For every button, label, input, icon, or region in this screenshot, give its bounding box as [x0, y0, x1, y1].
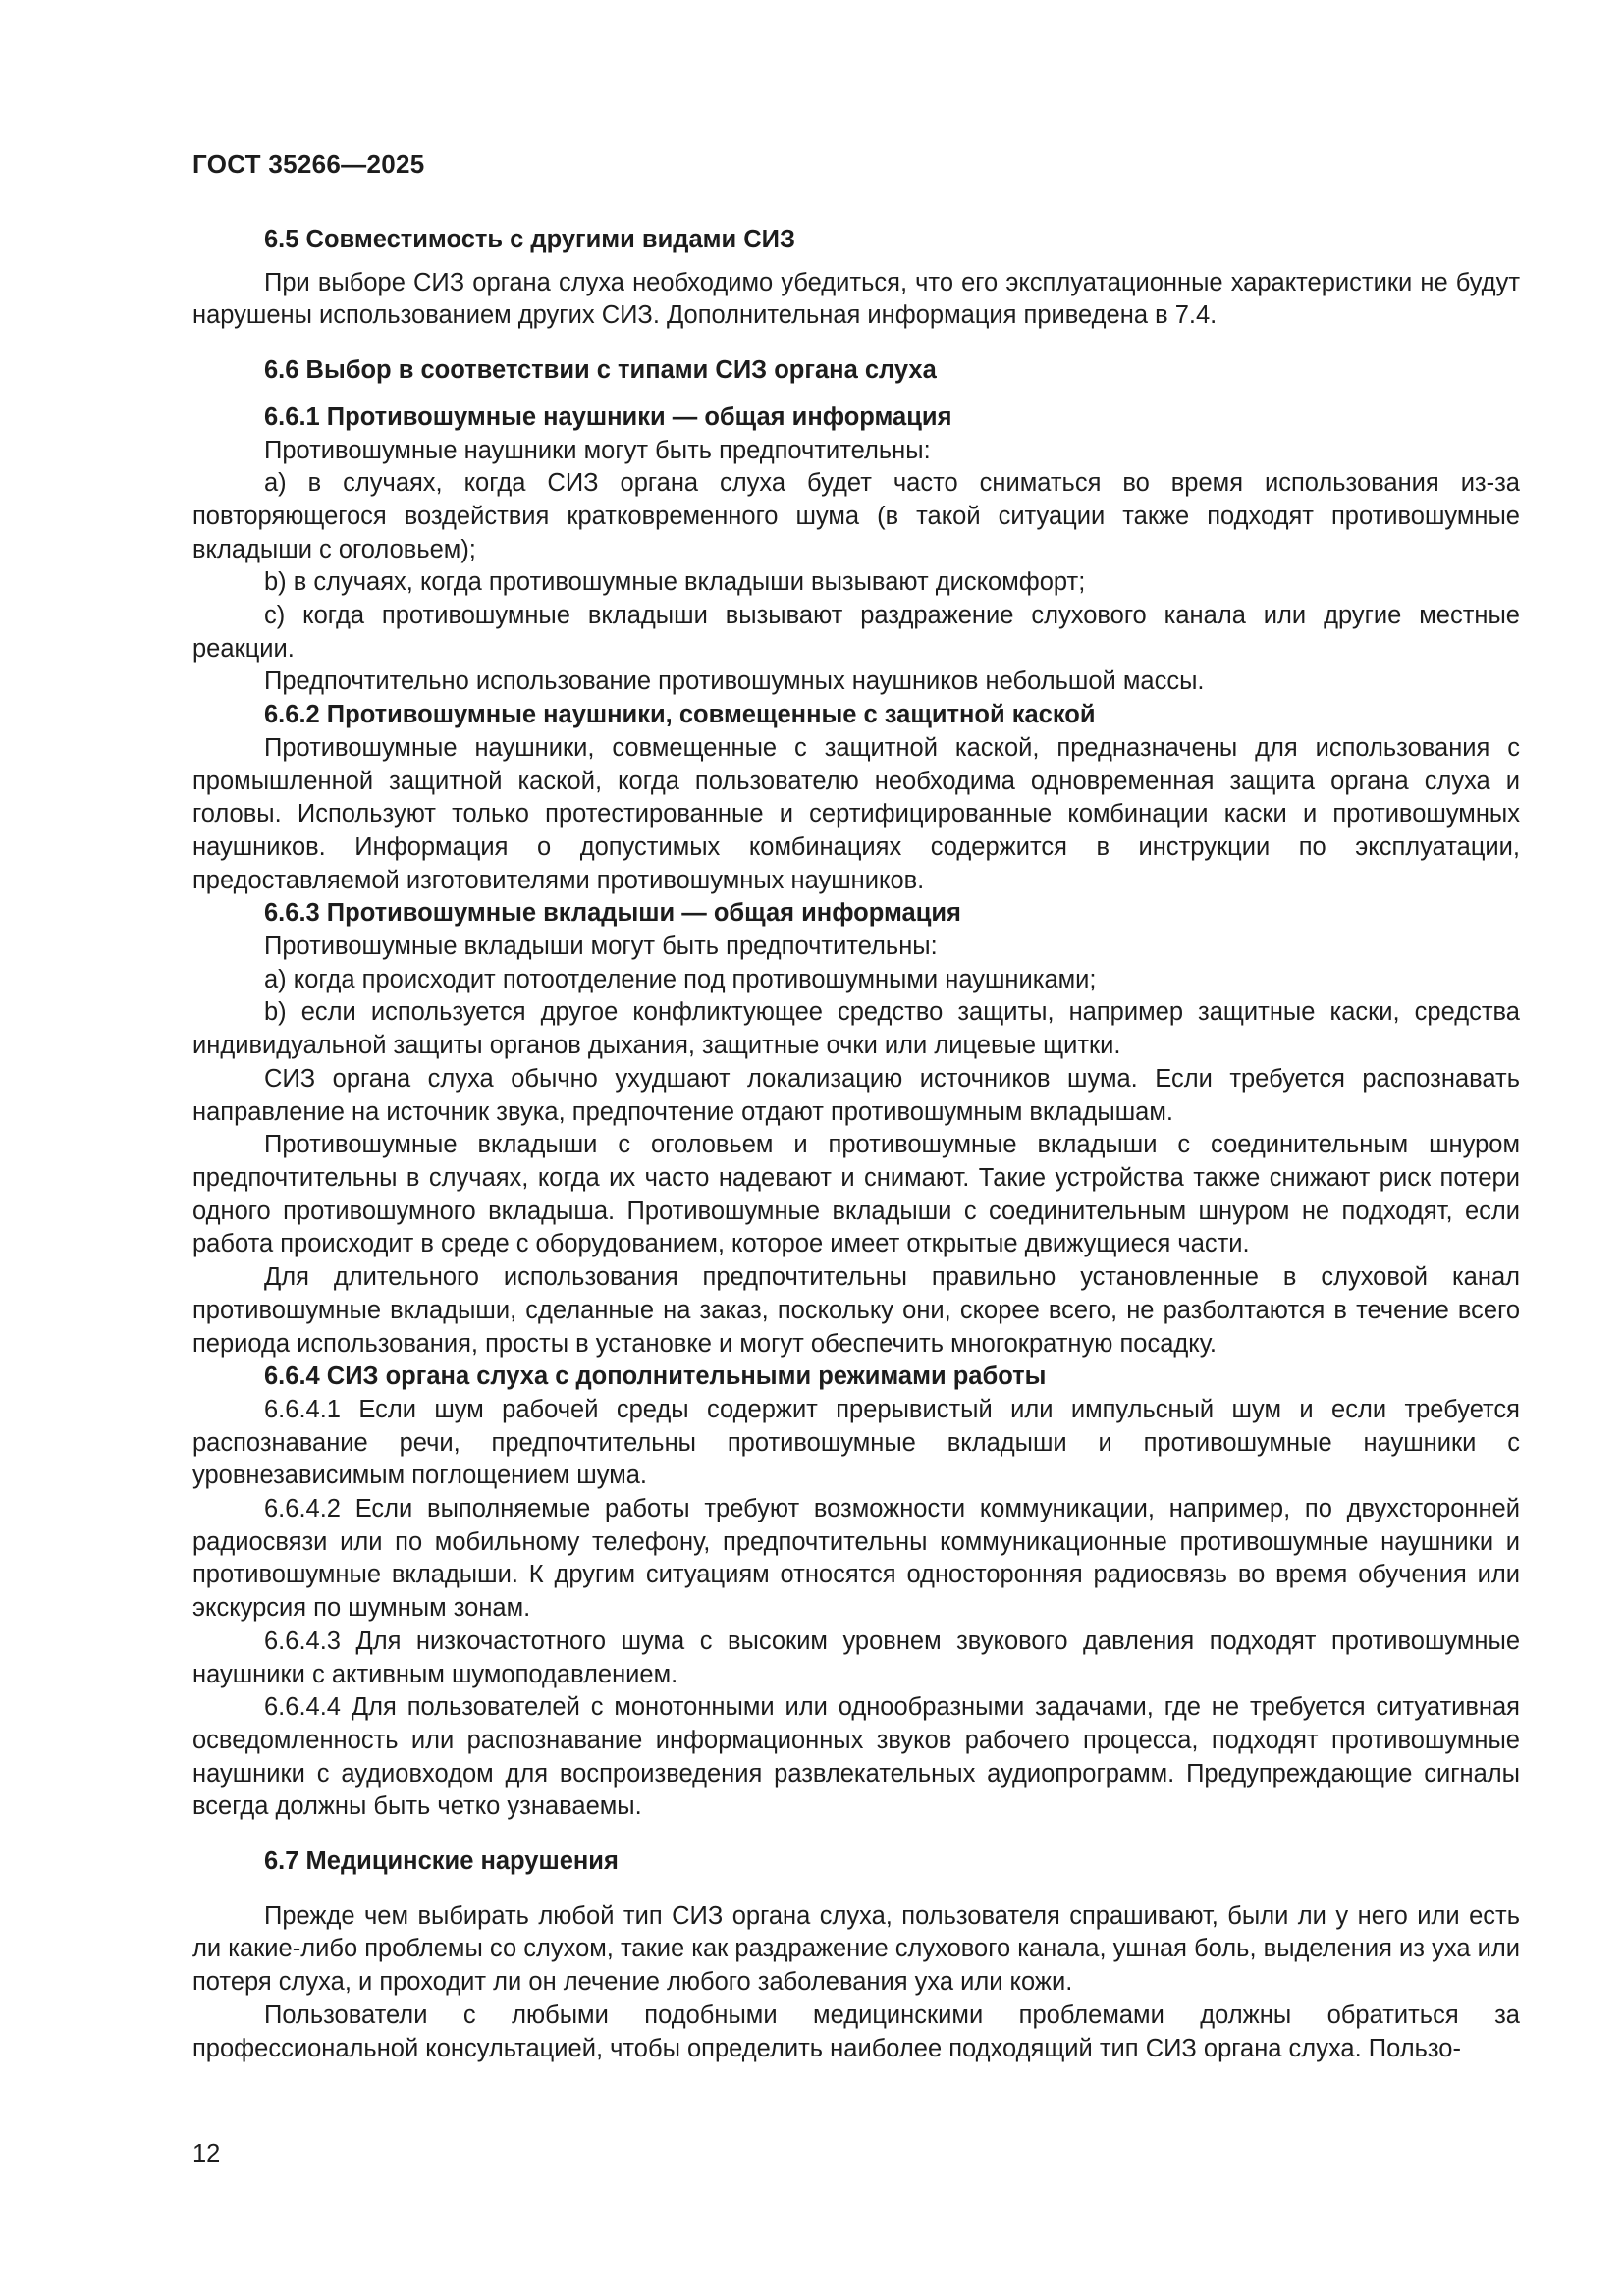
paragraph: Для длительного использования предпочтительны правильно установленные в слуховой канал противошумные вкладыши, сделанные на заказ, поскольку они, скорее всего, не разболтаются в течение всего периода использования, просты в установке и могут обеспечить многократную посадку.	[192, 1263, 1520, 1358]
paragraph: Предпочтительно использование противошумных наушников небольшой массы.	[264, 667, 1205, 696]
document-header: ГОСТ 35266—2025	[192, 149, 425, 179]
list-item: c) когда противошумные вкладыши вызывают раздражение слухового канала или другие местные реакции.	[192, 602, 1520, 663]
section-6-6-3-title: 6.6.3 Противошумные вкладыши — общая информация	[264, 899, 961, 928]
list-item: b) в случаях, когда противошумные вкладыши вызывают дискомфорт;	[264, 568, 1086, 597]
section-6-6-title: 6.6 Выбор в соответствии с типами СИЗ органа слуха	[264, 356, 937, 385]
paragraph: Противошумные вкладыши с оголовьем и противошумные вкладыши с соединительным шнуром предпочтительны в случаях, когда их часто надевают и снимают. Такие устройства также снижают риск потери одного противошумного вкладыша. Противошумные вкладыши с соединительным шнуром не подходят, если работа происходит в среде с оборудованием, которое имеет открытые движущиеся части.	[192, 1131, 1520, 1258]
list-item: b) если используется другое конфликтующее средство защиты, например защитные каски, средства индивидуальной защиты органов дыхания, защитные очки или лицевые щитки.	[192, 998, 1520, 1060]
section-6-5-title: 6.5 Совместимость с другими видами СИЗ	[264, 226, 795, 253]
paragraph: Прежде чем выбирать любой тип СИЗ органа слуха, пользователя спрашивают, были ли у него или есть ли какие-либо проблемы со слухом, такие как раздражение слухового канала, ушная боль, выделения из уха или потеря слуха, и проходит ли он лечение любого заболевания уха или кожи.	[192, 1901, 1520, 1997]
paragraph: 6.6.4.1 Если шум рабочей среды содержит прерывистый или импульсный шум и если требуется распознавание речи, предпочтительны противошумные вкладыши и противошумные наушники с уровнезависимым поглощением шума.	[192, 1395, 1520, 1490]
page-number: 12	[192, 2140, 221, 2167]
section-6-7-title: 6.7 Медицинские нарушения	[264, 1847, 619, 1876]
list-item: а) в случаях, когда СИЗ органа слуха будет часто сниматься во время использования из-за повторяющегося воздействия кратковременного шума (в такой ситуации также подходят противошумные вкладыши с оголовьем);	[192, 469, 1520, 563]
section-6-6-2-title: 6.6.2 Противошумные наушники, совмещенные с защитной каской	[264, 701, 1096, 729]
paragraph: Противошумные наушники могут быть предпочтительны:	[264, 436, 931, 464]
section-6-6-4-title: 6.6.4 СИЗ органа слуха с дополнительными режимами работы	[264, 1362, 1047, 1391]
paragraph: При выборе СИЗ органа слуха необходимо убедиться, что его эксплуатационные характеристики не будут нарушены использованием других СИЗ. Дополнительная информация приведена в 7.4.	[192, 268, 1520, 330]
paragraph: Противошумные наушники, совмещенные с защитной каской, предназначены для использования с промышленной защитной каской, когда пользователю необходима одновременная защита органа слуха и головы. Используют только протестированные и сертифицированные комбинации каски и противошумных наушников. Информация о допустимых комбинациях содержится в инструкции по эксплуатации, предоставляемой изготовителями противошумных наушников.	[192, 733, 1520, 894]
paragraph: 6.6.4.3 Для низкочастотного шума с высоким уровнем звукового давления подходят противошумные наушники с активным шумоподавлением.	[192, 1627, 1520, 1688]
paragraph: Противошумные вкладыши могут быть предпочтительны:	[264, 933, 938, 961]
list-item: а) когда происходит потоотделение под противошумными наушниками;	[264, 965, 1097, 993]
paragraph: 6.6.4.4 Для пользователей с монотонными или однообразными задачами, где не требуется ситуативная осведомленность или распознавание информационных звуков рабочего процесса, подходят противошумные наушники с аудиовходом для воспроизведения развлекательных аудиопрограмм. Предупреждающие сигналы всегда должны быть четко узнаваемы.	[192, 1693, 1520, 1821]
paragraph: Пользователи с любыми подобными медицинскими проблемами должны обратиться за профессиональной консультацией, чтобы определить наиболее подходящий тип СИЗ органа слуха. Пользо-	[192, 2001, 1520, 2062]
document-body	[192, 224, 1520, 2065]
section-6-6-1-title: 6.6.1 Противошумные наушники — общая информация	[264, 402, 952, 431]
paragraph: СИЗ органа слуха обычно ухудшают локализацию источников шума. Если требуется распознавать направление на источник звука, предпочтение отдают противошумным вкладышам.	[192, 1064, 1520, 1126]
paragraph: 6.6.4.2 Если выполняемые работы требуют возможности коммуникации, например, по двухсторонней радиосвязи или по мобильному телефону, предпочтительны коммуникационные противошумные наушники и противошумные вкладыши. К другим ситуациям относятся односторонняя радиосвязь во время обучения или экскурсия по шумным зонам.	[192, 1495, 1520, 1623]
